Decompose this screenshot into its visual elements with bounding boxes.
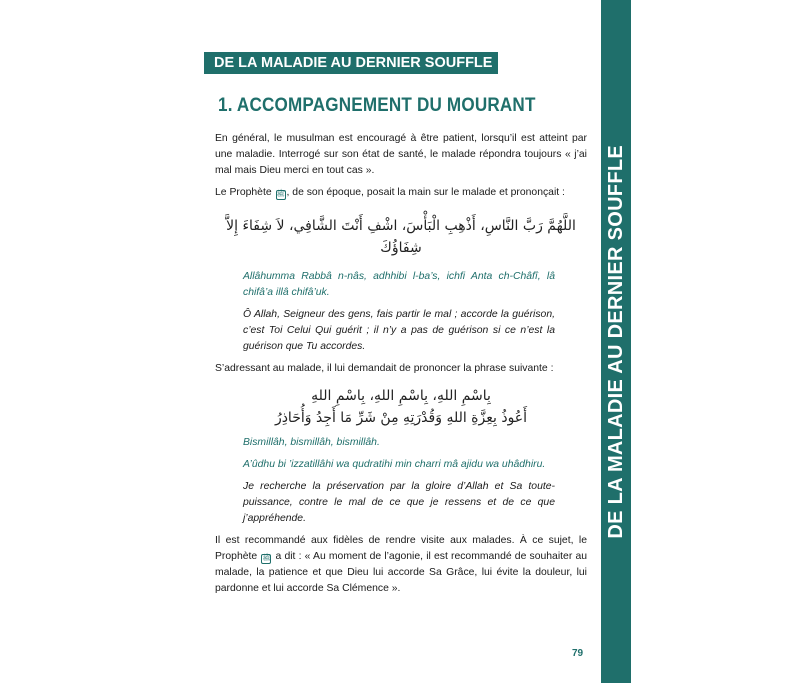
dua-2-transliteration-line-1: Bismillâh, bismillâh, bismillâh.	[243, 437, 380, 448]
chapter-banner: DE LA MALADIE AU DERNIER SOUFFLE	[204, 52, 498, 74]
salutation-glyph-icon: ﷺ	[262, 555, 271, 562]
paragraph-prophet-gesture-start: Le Prophète	[215, 187, 272, 198]
salutation-glyph-icon: ﷺ	[276, 191, 285, 198]
page-number: 79	[572, 648, 584, 659]
paragraph-prophet-gesture	[215, 185, 587, 201]
dua-2-arabic-line-2: أَعُوذُ بِعِزَّةِ اللهِ وَقُدْرَتِهِ مِنْ شَرِّ مَا أَجِدُ وَأُحَاذِرُ	[274, 410, 528, 426]
page-content	[215, 131, 587, 597]
dua-2-arabic-line-1: بِاسْمِ اللهِ، بِاسْمِ اللهِ، بِاسْمِ اللهِ	[311, 388, 491, 404]
paragraph-visiting-sick-end: a dit : « Au moment de l’agonie, il est recommandé de souhaiter au malade, la patience et que Dieu lui accorde Sa Grâce, lui évite la douleur, lui pardonne et lui accorde Sa Clémence ».	[215, 551, 587, 594]
paragraph-intro: En général, le musulman est encouragé à être patient, lorsqu’il est atteint par une maladie. Interrogé sur son état de santé, le malade répondra toujours « j’ai mal mais Dieu merci en tout cas ».	[215, 133, 587, 176]
dua-1-translation: Ô Allah, Seigneur des gens, fais partir le mal ; accorde la guérison, c’est Toi Celui Qui guérit ; il n’y a pas de guérison si ce n’est la guérison que Tu accordes.	[243, 309, 555, 352]
side-band-title-wrapper	[601, 0, 631, 683]
paragraph-visiting-sick	[215, 533, 587, 597]
dua-1-arabic: اللَّهُمَّ رَبَّ النَّاسِ، أَذْهِبِ الْبَأْسَ، اشْفِ أَنْتَ الشَّافِي، لاَ شِفَاءَ إِلاَّ شِفَاؤُكَ	[226, 218, 576, 256]
paragraph-instruction: S’adressant au malade, il lui demandait de prononcer la phrase suivante :	[215, 363, 554, 374]
side-band-title: DE LA MALADIE AU DERNIER SOUFFLE	[604, 144, 627, 539]
dua-2-translation: Je recherche la préservation par la gloire d’Allah et Sa toute-puissance, contre le mal de ce que je ressens et de ce que j’appréhende.	[243, 481, 555, 524]
dua-2-transliteration-line-2: A’ûdhu bi ’izzatillâhi wa qudratihi min charri mâ ajidu wa uhâdhiru.	[243, 459, 546, 470]
dua-1-transliteration: Allâhumma Rabbâ n-nâs, adhhibi l-ba’s, ichfi Anta ch-Châfî, lâ chifâ’a illâ chifâ’uk.	[243, 271, 555, 298]
paragraph-prophet-gesture-end: , de son époque, posait la main sur le malade et prononçait :	[286, 187, 565, 198]
paragraph-visiting-sick-start: Il est recommandé aux fidèles de rendre visite aux malades. À ce sujet, le Prophète	[215, 535, 587, 562]
section-title: 1. ACCOMPAGNEMENT DU MOURANT	[218, 95, 536, 116]
